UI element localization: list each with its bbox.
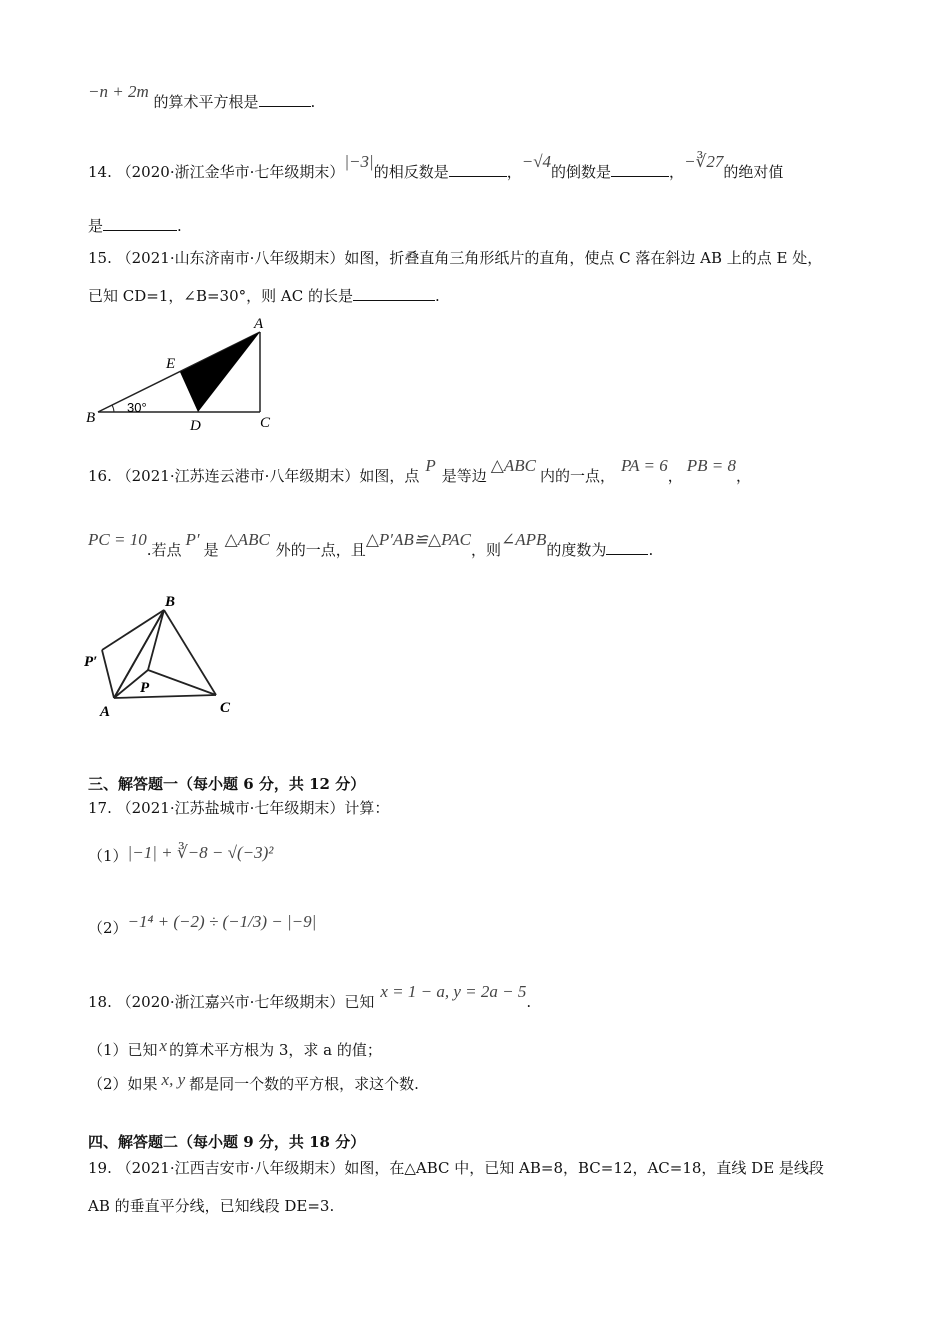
label-C: C xyxy=(220,700,231,716)
equilateral-triangle-figure xyxy=(80,588,250,718)
question-14: 14. （2020·浙江金华市·七年级期末）|−3|的相反数是 ，−√4的倒数是 ，−∛27的绝对值 xyxy=(88,152,784,181)
label-B: B xyxy=(86,410,96,426)
label-angle: 30° xyxy=(127,400,147,415)
q13-tail: −n + 2m 的算术平方根是 . xyxy=(88,82,316,111)
question-16-cont: PC = 10.若点P′是△ABC外的一点，且△P′AB≌△PAC，则∠APB的度数为 . xyxy=(88,530,654,559)
question-18: 18. （2020·浙江嘉兴市·七年级期末）已知x = 1 − a, y = 2a − 5. xyxy=(88,982,532,1011)
question-source: （2021·江苏盐城市·七年级期末） xyxy=(116,799,345,817)
question-19: 19. （2021·江西吉安市·八年级期末）如图，在△ABC 中，已知 AB=8，BC=12，AC=18，直线 DE 是线段 xyxy=(88,1159,824,1177)
question-source: （2021·山东济南市·八年级期末） xyxy=(116,249,345,267)
label-B: B xyxy=(165,594,176,610)
segment-BC xyxy=(164,610,216,695)
section-heading-4: 四、解答题二（每小题 9 分，共 18 分） xyxy=(88,1133,366,1151)
question-number: 14. xyxy=(88,163,112,181)
question-18-part-1: （1）已知 x 的算术平方根为 3，求 a 的值； xyxy=(88,1036,382,1059)
answer-blank[interactable] xyxy=(103,216,177,231)
question-source: （2020·浙江金华市·七年级期末） xyxy=(116,163,345,181)
label-E: E xyxy=(166,356,176,372)
question-number: 15. xyxy=(88,249,112,267)
label-A: A xyxy=(254,316,264,332)
label-D: D xyxy=(190,418,201,434)
answer-blank[interactable] xyxy=(259,92,311,107)
question-number: 17. xyxy=(88,799,112,817)
segment-PpA xyxy=(102,650,114,698)
question-15-cont: 已知 CD=1，∠B=30°，则 AC 的长是 . xyxy=(88,287,440,305)
section-heading-3: 三、解答题一（每小题 6 分，共 12 分） xyxy=(88,775,366,793)
label-A: A xyxy=(100,704,111,718)
segment-AC xyxy=(114,695,216,698)
question-source: （2021·江西吉安市·八年级期末） xyxy=(116,1159,345,1177)
segment-AB xyxy=(98,332,260,412)
label-C: C xyxy=(260,415,271,431)
answer-blank[interactable] xyxy=(611,162,669,177)
q13-expression: −n + 2m xyxy=(88,82,149,101)
question-15: 15. （2021·山东济南市·八年级期末）如图，折叠直角三角形纸片的直角，使点 C 落在斜边 AB 上的点 E 处， xyxy=(88,249,823,267)
question-number: 19. xyxy=(88,1159,112,1177)
question-18-part-2: （2）如果 x, y 都是同一个数的平方根，求这个数. xyxy=(88,1070,419,1093)
question-source: （2020·浙江嘉兴市·七年级期末） xyxy=(116,993,345,1011)
label-P-prime: P′ xyxy=(84,654,98,670)
question-number: 18. xyxy=(88,993,112,1011)
answer-blank[interactable] xyxy=(353,286,435,301)
question-16: 16. （2021·江苏连云港市·八年级期末）如图，点P是等边△ABC内的一点，PA = 6，PB = 8， xyxy=(88,456,752,485)
question-source: （2021·江苏连云港市·八年级期末） xyxy=(116,467,360,485)
triangle-fold-figure xyxy=(80,312,280,434)
question-14-cont: 是 . xyxy=(88,217,182,235)
question-19-cont: AB 的垂直平分线，已知线段 DE=3. xyxy=(88,1197,335,1215)
question-17: 17. （2021·江苏盐城市·七年级期末）计算： xyxy=(88,799,390,817)
answer-blank[interactable] xyxy=(449,162,507,177)
question-17-part-2: （2）−1⁴ + (−2) ÷ (−1/3) − |−9| xyxy=(88,912,317,937)
answer-blank[interactable] xyxy=(606,540,648,555)
question-17-part-1: （1）|−1| + ∛−8 − √(−3)² xyxy=(88,843,274,865)
folded-triangle xyxy=(180,332,260,412)
segment-CP xyxy=(148,670,216,695)
question-number: 16. xyxy=(88,467,112,485)
angle-arc xyxy=(112,405,114,412)
q13-text: 的算术平方根是 xyxy=(153,93,259,111)
label-P: P xyxy=(140,680,150,696)
